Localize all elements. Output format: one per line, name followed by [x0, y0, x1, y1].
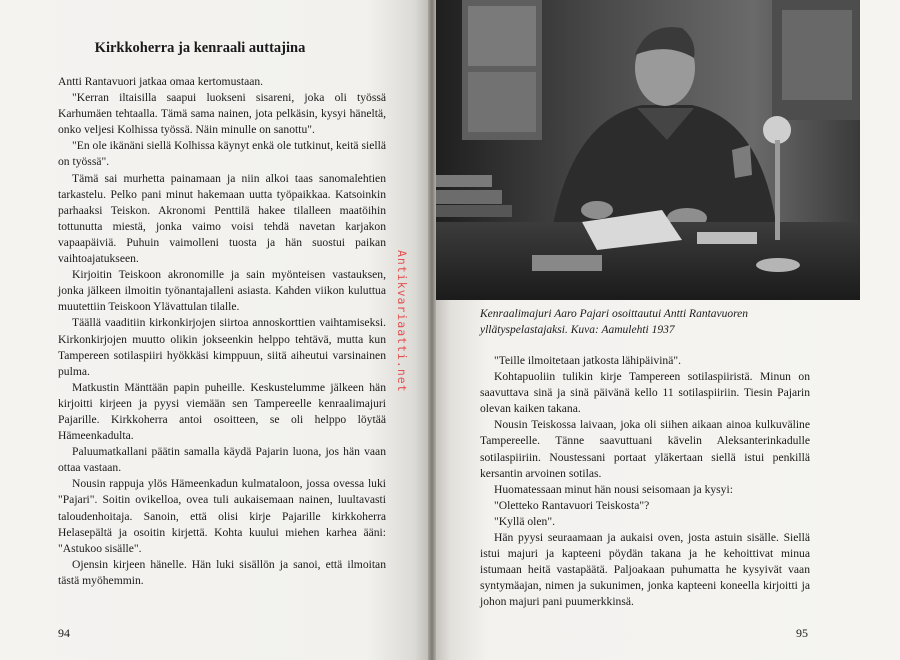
chapter-heading: Kirkkoherra ja kenraali auttajina — [94, 40, 306, 56]
paragraph: "Teille ilmoitetaan jatkosta lähipäivinä". — [494, 354, 682, 367]
page-number-left: 94 — [58, 626, 70, 640]
paragraph: "En ole ikänäni siellä Kolhissa käynyt enkä ole tutkinut, keitä siellä on työssä". — [58, 139, 386, 169]
paragraph: Antti Rantavuori jatkaa omaa kertomustaan. — [58, 75, 264, 88]
paragraph: Nousin Teiskossa laivaan, joka oli siihen aikaan ainoa kulkuväline Tampereelle. Tänne saavuttuani kävelin Aleksanterinkadulle sotilaspiiriin. Noustessani portaat yläkertaan siellä istui penkillä kersantin arvoinen sotilas. — [480, 418, 810, 480]
book-spine — [428, 0, 436, 660]
watermark: Antikvariaatti.net — [395, 250, 409, 393]
photo-caption: Kenraalimajuri Aaro Pajari osoittautui Antti Rantavuoren yllätyspelastajaksi. Kuva: Aamulehti 1937 — [480, 308, 749, 336]
paragraph: Huomatessaan minut hän nousi seisomaan ja kysyi: — [494, 482, 733, 496]
paragraph: Hän pyysi seuraamaan ja aukaisi oven, josta astuin sisälle. Siellä istui majuri ja kapteeni pöydän takana ja he kehoittivat minua istumaan heitä vastapäätä. Paljoakaan puhumatta he kysyivät vaan syntymäajan, nimen ja sukunimen, jonka kapteeni koneella kirjoitti ja johon majuri pani puumerkkinsä. — [480, 531, 810, 609]
paragraph: Täällä vaaditiin kirkonkirjojen siirtoa annoskorttien vaihtamiseksi. Kirkonkirjojen muutto olikin jokseenkin helppo tehtävä, mutta kun Tampereen sotilaspiiri hyökkäsi kimppuun, siitä aiheutui varsinainen pulma. — [58, 316, 386, 378]
paragraph: Ojensin kirjeen hänelle. Hän luki sisällön ja sanoi, että ilmoitan tästä myöhemmin. — [58, 557, 386, 587]
historical-photo — [432, 0, 860, 300]
left-page — [0, 0, 432, 660]
paragraph: Matkustin Mänttään papin puheille. Keskustelumme jälkeen hän kirjoitti kirjeen ja pyysi viemään sen Tampereelle kenraalimajuri Pajarille. Kirkkoherra antoi osoitteen, se oli helppo löytää Hämeenkadulta. — [58, 380, 386, 443]
right-page-text — [480, 353, 810, 611]
page-number-right: 95 — [796, 626, 808, 640]
paragraph: "Kyllä olen". — [494, 514, 555, 528]
paragraph: Paluumatkallani päätin samalla käydä Pajarin luona, jos hän vaan ottaa vastaan. — [58, 445, 386, 475]
left-page-text — [58, 74, 386, 589]
paragraph: "Kerran iltaisilla saapui luokseni sisareni, joka oli työssä Karhumäen tehtaalla. Tämä sama nainen, jota pelkäsin, kysyi häneltä, onko veljesi Kolhissa työssä. Näin minulle on sanottu". — [58, 91, 386, 137]
paragraph: "Oletteko Rantavuori Teiskosta"? — [494, 498, 650, 512]
paragraph: Nousin rappuja ylös Hämeenkadun kulmataloon, jossa ovessa luki "Pajari". Soitin ovikelloa, ovea tuli aukaisemaan nainen, luultavasti taloudenhoitaja. Sanoin, että olisi kirje Pajarille kirkkoherra Helasepältä ja osoitin kirjettä. Kohta kuului miehen karhea ääni: "Astukoo sisälle". — [58, 477, 386, 555]
paragraph: Kohtapuoliin tulikin kirje Tampereen sotilaspiiristä. Minun on saavuttava sinä ja sinä päivänä kello 11 sotilaspiiriin. Tiesin Pajarin olevan kaiken takana. — [480, 370, 810, 416]
paragraph: Kirjoitin Teiskoon akronomille ja sain myönteisen vastauksen, jonka jälkeen ilmoitin työnantajalleni asiasta. Kahden viikon kuluttua muutettiin Teiskoon Ylävattulan tilalle. — [58, 268, 386, 314]
officer-at-desk-photo — [432, 0, 860, 300]
paragraph: Tämä sai murhetta painamaan ja niin alkoi taas sanomalehtien tarkastelu. Pelko pani minut hakemaan uutta työpaikkaa. Katsoinkin parhaaksi Teiskon. Akronomi Penttilä hakee tilalleen maatöihin tottunutta miestä, jonka vaimo voisi tehdä navetan karjakon vapaapäiviä. Puhuin vaimolleni tuosta ja hän suostui paikan vaihtoajatukseen. — [58, 171, 386, 266]
